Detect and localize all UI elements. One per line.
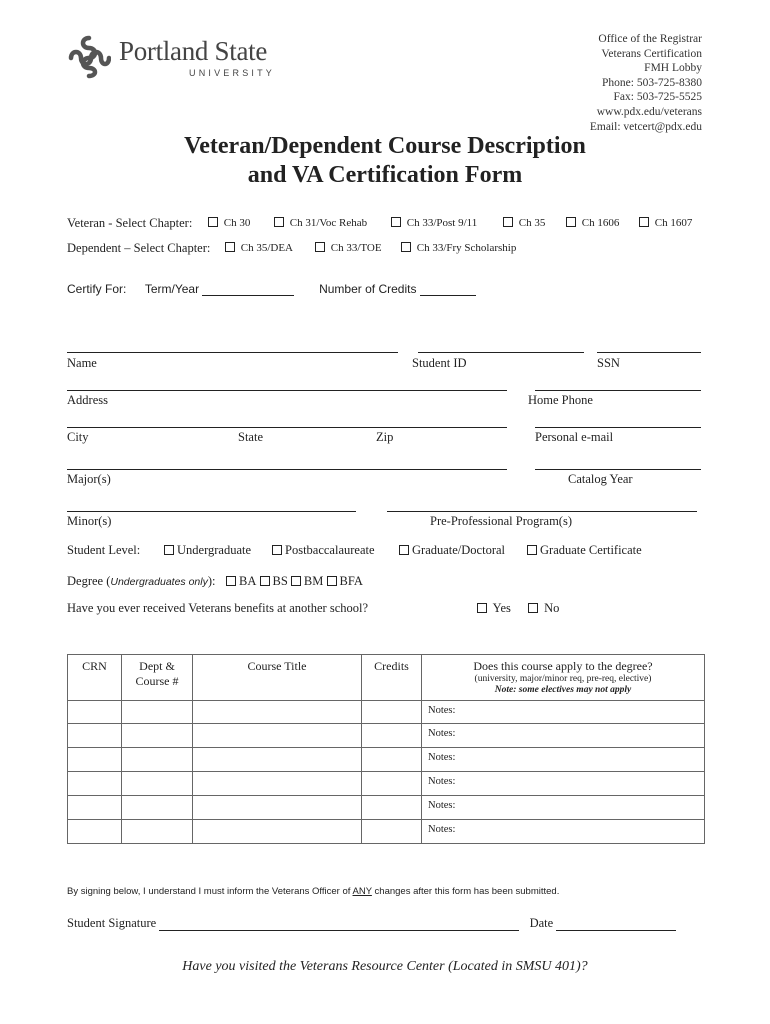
footer-question: Have you visited the Veterans Resource Center (Located in SMSU 401)? (182, 959, 588, 974)
checkbox-icon (208, 217, 218, 227)
student-id-field[interactable] (418, 352, 584, 353)
option-label: Ch 1606 (581, 217, 620, 229)
crn-cell[interactable] (68, 820, 122, 844)
benefits-no-option[interactable] (528, 601, 559, 616)
header-crn: CRN (68, 655, 122, 701)
credits-cell[interactable] (362, 772, 422, 796)
credits-cell[interactable] (362, 820, 422, 844)
certify-label: Certify For: (67, 282, 127, 296)
header-applies-sub: (university, major/minor req, pre-req, elective) (474, 674, 652, 684)
degree-label-note: Undergraduates only (110, 576, 208, 588)
ssn-label: SSN (597, 356, 620, 370)
credits-cell[interactable] (362, 701, 422, 724)
signing-statement (67, 886, 559, 897)
credits-cell[interactable] (362, 724, 422, 748)
checkbox-icon (477, 603, 487, 613)
table-row (68, 724, 705, 748)
logo-subtitle: UNIVERSITY (189, 68, 276, 78)
checkbox-icon (164, 545, 174, 555)
checkbox-icon (399, 545, 409, 555)
veteran-option-ch1607[interactable] (639, 217, 692, 229)
psu-logo-mark-icon (67, 34, 111, 80)
degree-options (226, 574, 363, 589)
notes-cell[interactable]: Notes: (422, 724, 705, 748)
degree-option-bs[interactable] (260, 574, 288, 589)
checkbox-icon (566, 217, 576, 227)
option-label: Ch 33/Fry Scholarship (416, 242, 517, 254)
option-label: Yes (492, 601, 511, 615)
statement-any: ANY (352, 886, 372, 897)
office-address (590, 32, 702, 134)
home-phone-field[interactable] (535, 390, 701, 391)
dept-cell[interactable] (122, 701, 193, 724)
city-state-zip-field[interactable] (67, 427, 507, 428)
dependent-option-fry[interactable] (401, 242, 516, 254)
form-title (0, 132, 770, 190)
option-label: BM (303, 574, 324, 588)
minor-label: Minor(s) (67, 514, 112, 528)
checkbox-icon (291, 576, 301, 586)
header-dept-course (122, 655, 193, 701)
catalog-year-label: Catalog Year (568, 472, 633, 486)
notes-cell[interactable]: Notes: (422, 796, 705, 820)
city-label: City (67, 430, 89, 444)
state-label: State (238, 430, 263, 444)
level-graduate-doctoral[interactable] (399, 543, 505, 558)
signature-row (67, 916, 676, 931)
checkbox-icon (315, 242, 325, 252)
title-cell[interactable] (193, 772, 362, 796)
dependent-option-ch35[interactable] (225, 242, 293, 254)
credits-cell[interactable] (362, 796, 422, 820)
title-line-2: and VA Certification Form (247, 162, 523, 188)
notes-cell[interactable]: Notes: (422, 748, 705, 772)
degree-option-bfa[interactable] (327, 574, 363, 589)
email-field[interactable] (535, 427, 701, 428)
pre-professional-field[interactable] (387, 511, 697, 512)
notes-cell[interactable]: Notes: (422, 701, 705, 724)
major-field[interactable] (67, 469, 507, 470)
signature-label: Student Signature (67, 916, 157, 930)
office-line: FMH Lobby (644, 62, 702, 75)
pre-professional-label: Pre-Professional Program(s) (430, 514, 572, 528)
option-label: BS (272, 574, 288, 588)
header-applies (422, 655, 705, 701)
option-label: Ch 30 (223, 217, 251, 229)
notes-cell[interactable]: Notes: (422, 772, 705, 796)
table-row (68, 820, 705, 844)
crn-cell[interactable] (68, 748, 122, 772)
option-label: Ch 35/DEA (240, 242, 293, 254)
crn-cell[interactable] (68, 701, 122, 724)
checkbox-icon (225, 242, 235, 252)
veteran-option-ch30[interactable] (208, 217, 250, 229)
option-label: Graduate/Doctoral (412, 543, 506, 557)
checkbox-icon (260, 576, 270, 586)
dept-cell[interactable] (122, 796, 193, 820)
email-label: Personal e-mail (535, 430, 614, 444)
header-credits: Credits (362, 655, 422, 701)
veteran-option-ch1606[interactable] (566, 217, 619, 229)
header-dept-line2: Course # (135, 674, 179, 688)
term-year-label: Term/Year (144, 282, 200, 296)
degree-option-bm[interactable] (291, 574, 323, 589)
crn-cell[interactable] (68, 796, 122, 820)
veteran-chapter-label: Veteran - Select Chapter: (67, 216, 193, 230)
veteran-option-ch35[interactable] (503, 217, 545, 229)
option-label: Ch 31/Voc Rehab (289, 217, 368, 229)
option-label: Graduate Certificate (540, 543, 642, 557)
student-level-label: Student Level: (67, 543, 141, 557)
credits-cell[interactable] (362, 748, 422, 772)
title-cell[interactable] (193, 820, 362, 844)
header-dept-line1: Dept & (139, 659, 175, 673)
option-label: BFA (339, 574, 363, 588)
statement-text-a: By signing below, I understand I must inform the Veterans Officer of (67, 886, 353, 897)
checkbox-icon (401, 242, 411, 252)
date-field[interactable] (556, 930, 676, 931)
checkbox-icon (327, 576, 337, 586)
date-label: Date (529, 916, 554, 930)
checkbox-icon (391, 217, 401, 227)
dependent-option-ch33-toe[interactable] (315, 242, 382, 254)
option-label: No (544, 601, 560, 615)
option-label: Ch 33/Post 9/11 (406, 217, 478, 229)
title-cell[interactable] (193, 701, 362, 724)
name-field[interactable] (67, 352, 398, 353)
minor-field[interactable] (67, 511, 356, 512)
benefits-yes-option[interactable] (477, 601, 511, 616)
checkbox-icon (274, 217, 284, 227)
degree-label-end: ): (207, 574, 216, 588)
title-cell[interactable] (193, 748, 362, 772)
crn-cell[interactable] (68, 724, 122, 748)
degree-label (67, 574, 216, 589)
home-phone-label: Home Phone (528, 393, 593, 407)
benefits-question: Have you ever received Veterans benefits at another school? (67, 601, 369, 615)
dept-cell[interactable] (122, 772, 193, 796)
checkbox-icon (639, 217, 649, 227)
title-cell[interactable] (193, 796, 362, 820)
course-table (67, 654, 705, 844)
degree-label-text: Degree ( (67, 574, 111, 588)
address-label: Address (67, 393, 108, 407)
table-row (68, 772, 705, 796)
statement-text-b: changes after this form has been submitted. (371, 886, 560, 897)
level-undergraduate[interactable] (164, 543, 251, 558)
certify-row (67, 282, 476, 296)
name-label: Name (67, 356, 97, 370)
header-applies-question: Does this course apply to the degree? (473, 659, 653, 673)
dept-cell[interactable] (122, 724, 193, 748)
option-label: Postbaccalaureate (285, 543, 375, 557)
level-postbaccalaureate[interactable] (272, 543, 375, 558)
checkbox-icon (528, 603, 538, 613)
office-line: Fax: 503-725-5525 (613, 91, 702, 104)
notes-cell[interactable]: Notes: (422, 820, 705, 844)
level-graduate-certificate[interactable] (527, 543, 642, 558)
checkbox-icon (272, 545, 282, 555)
header-course-title: Course Title (193, 655, 362, 701)
term-year-field[interactable] (202, 295, 294, 296)
address-field[interactable] (67, 390, 507, 391)
checkbox-icon (527, 545, 537, 555)
table-row (68, 701, 705, 724)
degree-option-ba[interactable] (226, 574, 256, 589)
dept-cell[interactable] (122, 748, 193, 772)
credits-label: Number of Credits (319, 282, 417, 296)
office-line: Office of the Registrar (598, 33, 702, 45)
course-table-header (68, 655, 705, 701)
table-row (68, 748, 705, 772)
checkbox-icon (503, 217, 513, 227)
signature-field[interactable] (159, 930, 519, 931)
crn-cell[interactable] (68, 772, 122, 796)
title-cell[interactable] (193, 724, 362, 748)
option-label: Ch 1607 (654, 217, 693, 229)
title-line-1: Veteran/Dependent Course Description (184, 133, 586, 159)
psu-logo (67, 34, 297, 84)
header-applies-note: Note: some electives may not apply (494, 685, 632, 695)
student-id-label: Student ID (412, 356, 467, 370)
option-label: Ch 33/TOE (330, 242, 382, 254)
office-line: Email: vetcert@pdx.edu (589, 120, 702, 133)
option-label: Undergraduate (177, 543, 252, 557)
veteran-option-ch31[interactable] (274, 217, 367, 229)
office-line: Phone: 503-725-8380 (602, 76, 702, 89)
dept-cell[interactable] (122, 820, 193, 844)
catalog-year-field[interactable] (535, 469, 701, 470)
table-row (68, 796, 705, 820)
credits-field[interactable] (420, 295, 476, 296)
logo-name: Portland State (119, 36, 268, 66)
ssn-field[interactable] (597, 352, 701, 353)
office-line: Veterans Certification (601, 47, 702, 60)
veteran-option-ch33[interactable] (391, 217, 477, 229)
checkbox-icon (226, 576, 236, 586)
major-label: Major(s) (67, 472, 111, 486)
option-label: BA (239, 574, 257, 588)
zip-label: Zip (376, 430, 394, 444)
dependent-chapter-label: Dependent – Select Chapter: (67, 241, 211, 255)
option-label: Ch 35 (518, 217, 546, 229)
office-line: www.pdx.edu/veterans (596, 105, 702, 118)
